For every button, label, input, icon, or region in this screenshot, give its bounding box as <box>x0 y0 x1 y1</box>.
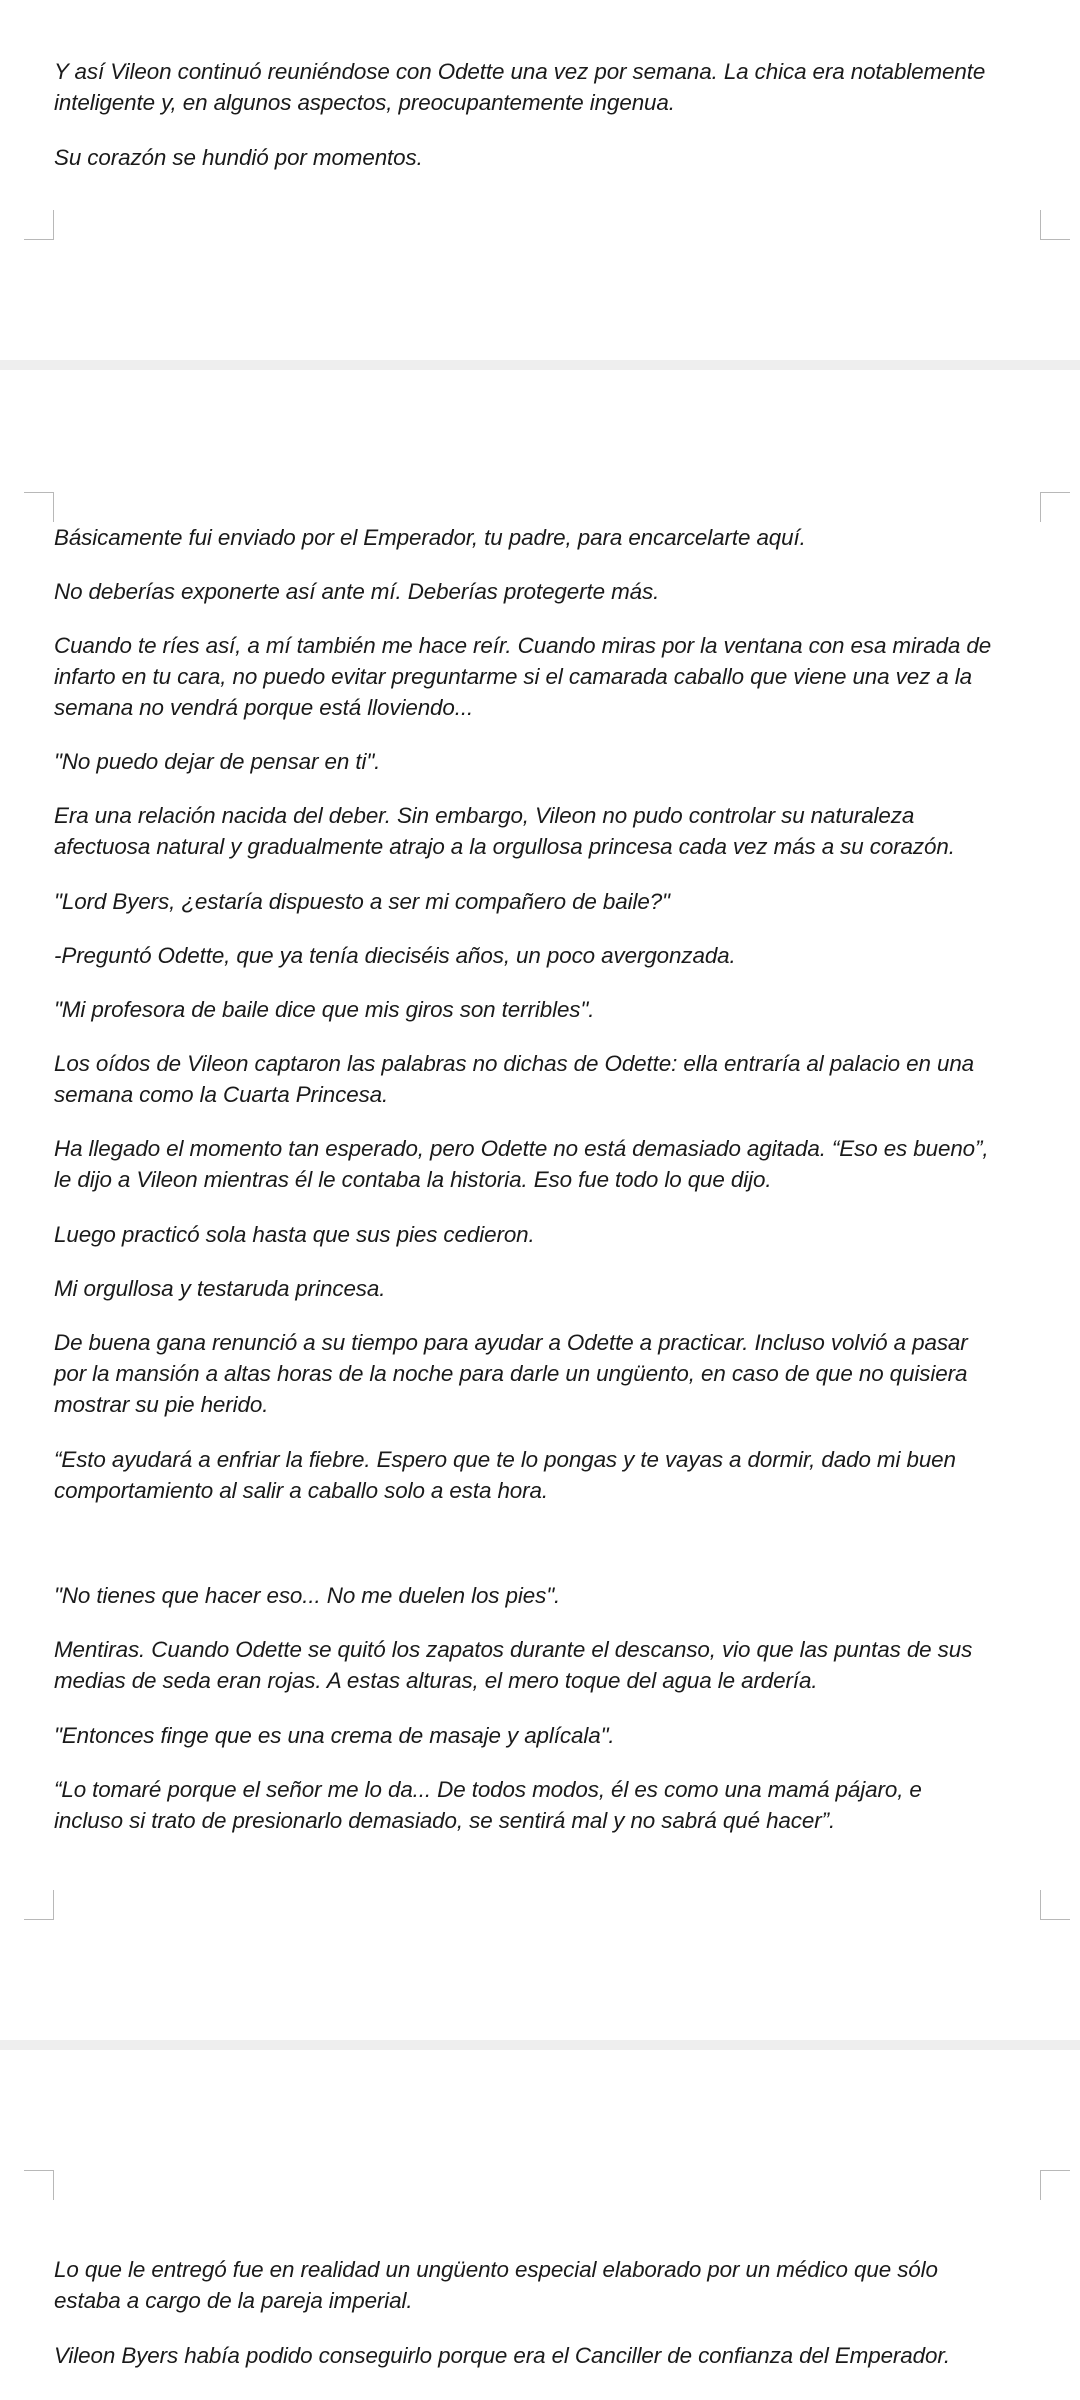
page-separator <box>0 2040 1080 2050</box>
paragraph: Cuando te ríes así, a mí también me hace reír. Cuando miras por la ventana con esa mirada de infarto en tu cara, no puedo evitar preguntarme si el camarada caballo que viene una vez a la semana no vendrá porque está lloviendo... <box>54 633 992 720</box>
document-page-1 <box>0 0 1080 360</box>
paragraph: "Mi profesora de baile dice que mis giros son terribles". <box>54 997 595 1022</box>
paragraph: Su corazón se hundió por momentos. <box>54 145 423 170</box>
page-margin-corner-icon <box>24 1890 54 1920</box>
paragraph: "No tienes que hacer eso... No me duelen los pies". <box>54 1583 561 1608</box>
page-margin-corner-icon <box>1040 210 1070 240</box>
paragraph: No deberías exponerte así ante mí. Deberías protegerte más. <box>54 579 660 604</box>
page-margin-corner-icon <box>1040 2170 1070 2200</box>
paragraph: Luego practicó sola hasta que sus pies cedieron. <box>54 1222 535 1247</box>
page-separator <box>0 360 1080 370</box>
page-margin-corner-icon <box>24 492 54 522</box>
paragraph: Mentiras. Cuando Odette se quitó los zapatos durante el descanso, vio que las puntas de sus medias de seda eran rojas. A estas alturas, el mero toque del agua le ardería. <box>54 1637 973 1693</box>
paragraph: "Lord Byers, ¿estaría dispuesto a ser mi compañero de baile?" <box>54 889 670 914</box>
page-margin-corner-icon <box>1040 1890 1070 1920</box>
paragraph: -Preguntó Odette, que ya tenía dieciséis años, un poco avergonzada. <box>54 943 736 968</box>
document-page-3 <box>0 2050 1080 2400</box>
paragraph: Mi orgullosa y testaruda princesa. <box>54 1276 386 1301</box>
paragraph: Era una relación nacida del deber. Sin embargo, Vileon no pudo controlar su naturaleza afectuosa natural y gradualmente atrajo a la orgullosa princesa cada vez más a su corazón. <box>54 803 955 859</box>
paragraph: Básicamente fui enviado por el Emperador, tu padre, para encarcelarte aquí. <box>54 525 806 550</box>
paragraph: "No puedo dejar de pensar en ti". <box>54 749 381 774</box>
paragraph: De buena gana renunció a su tiempo para ayudar a Odette a practicar. Incluso volvió a pasar por la mansión a altas horas de la noche para darle un ungüento, en caso de que no quisiera mostrar su pie herido. <box>54 1330 968 1417</box>
paragraph: Ha llegado el momento tan esperado, pero Odette no está demasiado agitada. “Eso es bueno”, le dijo a Vileon mientras él le contaba la historia. Eso fue todo lo que dijo. <box>54 1136 989 1192</box>
page-margin-corner-icon <box>24 2170 54 2200</box>
page-margin-corner-icon <box>1040 492 1070 522</box>
paragraph: Lo que le entregó fue en realidad un ungüento especial elaborado por un médico que sólo estaba a cargo de la pareja imperial. <box>54 2257 938 2313</box>
paragraph: Vileon Byers había podido conseguirlo porque era el Canciller de confianza del Emperador. <box>54 2343 950 2368</box>
paragraph: “Lo tomaré porque el señor me lo da... De todos modos, él es como una mamá pájaro, e incluso si trato de presionarlo demasiado, se sentirá mal y no sabrá qué hacer”. <box>54 1777 922 1833</box>
paragraph: Los oídos de Vileon captaron las palabras no dichas de Odette: ella entraría al palacio en una semana como la Cuarta Princesa. <box>54 1051 975 1107</box>
page-margin-corner-icon <box>24 210 54 240</box>
paragraph: "Entonces finge que es una crema de masaje y aplícala". <box>54 1723 615 1748</box>
paragraph: “Esto ayudará a enfriar la fiebre. Espero que te lo pongas y te vayas a dormir, dado mi buen comportamiento al salir a caballo solo a esta hora. <box>54 1447 956 1503</box>
paragraph: Y así Vileon continuó reuniéndose con Odette una vez por semana. La chica era notablemente inteligente y, en algunos aspectos, preocupantemente ingenua. <box>54 59 986 115</box>
document-page-2 <box>0 370 1080 2040</box>
